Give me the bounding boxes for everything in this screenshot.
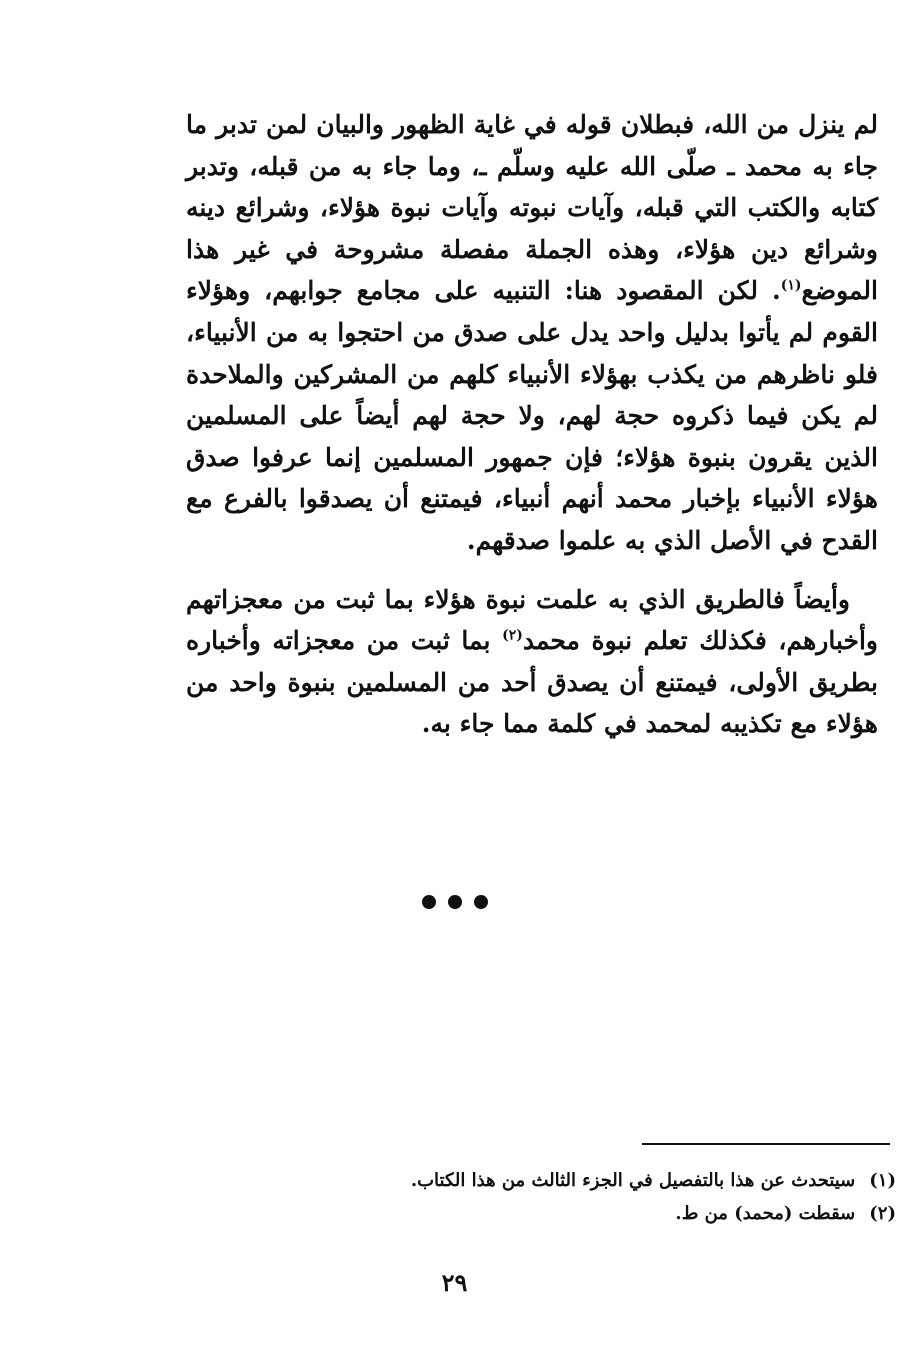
paragraph-1-text-a: لم ينزل من الله، فبطلان قوله في غاية الظهور والبيان لمن تدبر ما جاء به محمد ـ صلّى الله عليه وسلّم ـ، وما جاء به من قبله، وتدبر كتابه والكتب التي قبله، وآيات نبوته وآيات نبوة هؤلاء، وشرائع دينه وشرائع دين هؤلاء، وهذه الجملة مفصلة مشروحة في غير هذا الموضع bbox=[186, 110, 878, 306]
separator-dot bbox=[448, 895, 462, 909]
paragraph-2-text-a: وأيضاً فالطريق الذي به علمت نبوة هؤلاء بما ثبت من معجزاتهم وأخبارهم، فكذلك تعلم نبوة محمد bbox=[186, 584, 879, 656]
footnote-1 bbox=[300, 1164, 896, 1197]
footnote-ref-2: (٢) bbox=[502, 627, 523, 644]
paragraph-1-text-b: . لكن المقصود هنا: التنبيه على مجامع جوابهم، وهؤلاء القوم لم يأتوا بدليل واحد يدل على صدق من احتجوا به من الأنبياء، فلو ناظرهم من يكذب بهؤلاء الأنبياء كلهم من المشركين والملاحدة لم يكن فيما ذكروه حجة لهم، ولا حجة لهم أيضاً على المسلمين الذين يقرون بنبوة هؤلاء؛ فإن جمهور المسلمين إنما عرفوا صدق هؤلاء الأنبياء بإخبار محمد أنهم أنبياء، فيمتنع أن يصدقوا بالفرع مع القدح في الأصل الذي به علموا صدقهم. bbox=[186, 276, 878, 555]
paragraph-1 bbox=[186, 104, 878, 562]
footnote-text: سيتحدث عن هذا بالتفصيل في الجزء الثالث من هذا الكتاب. bbox=[410, 1170, 856, 1191]
separator-dot bbox=[474, 895, 488, 909]
section-separator bbox=[0, 895, 909, 909]
footnote-number: (٢) bbox=[869, 1203, 896, 1224]
footnotes bbox=[300, 1164, 896, 1230]
main-text bbox=[186, 104, 878, 745]
footnote-number: (١) bbox=[869, 1170, 896, 1191]
footnote-2 bbox=[300, 1197, 896, 1230]
footnote-text: سقطت (محمد) من ط. bbox=[675, 1203, 856, 1224]
page-number: ٢٩ bbox=[441, 1268, 468, 1297]
footnote-ref-1: (١) bbox=[780, 278, 802, 295]
separator-dot bbox=[422, 895, 436, 909]
paragraph-2 bbox=[186, 579, 878, 745]
paragraph-2-text-b: بما ثبت من معجزاته وأخباره بطريق الأولى، فيمتنع أن يصدق أحد من المسلمين بنبوة واحد من هؤلاء مع تكذيبه لمحمد في كلمة مما جاء به. bbox=[186, 626, 878, 739]
footnote-divider bbox=[642, 1143, 890, 1145]
